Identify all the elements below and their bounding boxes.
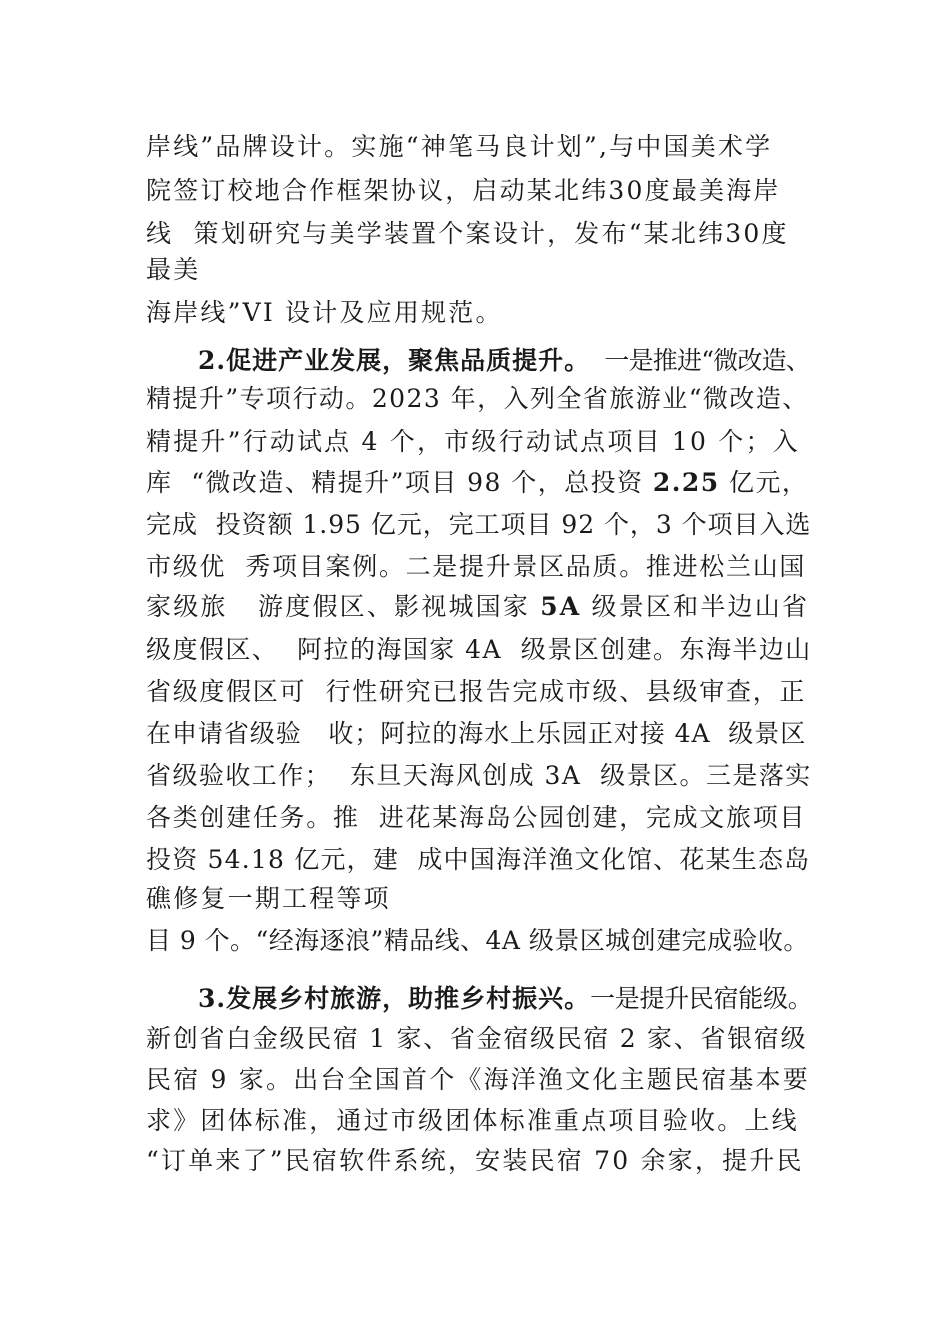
paragraph-2-line-15: 目 9 个。“经海逐浪”精品线、4A 级景区城创建完成验收。: [146, 926, 809, 955]
paragraph-3-line-5: “订单来了”民宿软件系统，安装民宿 70 余家，提升民: [146, 1146, 804, 1175]
paragraph-3-line-3: 民宿 9 家。出台全国首个《海洋渔文化主题民宿基本要: [146, 1065, 811, 1094]
paragraph-2-line-8: 级度假区、 阿拉的海国家 4A 级景区创建。东海半边山: [146, 635, 812, 664]
paragraph-2-line-7-a: 家级旅 游度假区、影视城国家: [146, 592, 541, 621]
paragraph-2-line-1-text: 一是推进“微改造、: [590, 346, 810, 375]
paragraph-2-line-4: [146, 468, 808, 498]
paragraph-3-line-1-text: 一是提升民宿能级。: [590, 984, 813, 1013]
paragraph-2-line-3: 精提升”行动试点 4 个，市级行动试点项目 10 个；入: [146, 427, 800, 456]
paragraph-2-line-13: 投资 54.18 亿元，建 成中国海洋渔文化馆、花某生态岛: [146, 845, 811, 874]
paragraph-2-line-4-b: 亿元，: [719, 468, 809, 497]
paragraph-3-line-2: 新创省白金级民宿 1 家、省金宿级民宿 2 家、省银宿级: [146, 1024, 808, 1053]
paragraph-1-line-4: 最美: [146, 255, 201, 284]
paragraph-1-line-3: 线 策划研究与美学装置个案设计，发布“某北纬30度: [146, 219, 789, 248]
paragraph-2-line-12: 各类创建任务。推 进花某海岛公园创建，完成文旅项目: [146, 803, 807, 832]
paragraph-2-line-9: 省级度假区可 行性研究已报告完成市级、县级审查，正: [146, 677, 807, 706]
paragraph-2-line-4-a: 库 “微改造、精提升”项目 98 个，总投资: [146, 468, 653, 497]
paragraph-2-line-11: 省级验收工作； 东旦天海风创成 3A 级景区。三是落实: [146, 761, 812, 790]
paragraph-2-heading: 2.促进产业发展，聚焦品质提升。: [198, 346, 591, 375]
paragraph-2-line-10: 在申请省级验 收；阿拉的海水上乐园正对接 4A 级景区: [146, 719, 807, 748]
paragraph-2-line-5: 完成 投资额 1.95 亿元，完工项目 92 个，3 个项目入选: [146, 510, 812, 539]
paragraph-3-heading: 3.发展乡村旅游，助推乡村振兴。: [198, 984, 591, 1013]
paragraph-1-line-2: 院签订校地合作框架协议，启动某北纬30度最美海岸: [146, 176, 781, 205]
paragraph-2-line-6: 市级优 秀项目案例。二是提升景区品质。推进松兰山国: [146, 552, 807, 581]
total-investment-value: 2.25: [652, 468, 720, 497]
paragraph-3-line-4: 求》团体标准，通过市级团体标准重点项目验收。上线: [146, 1106, 799, 1135]
paragraph-2-line-1: [198, 346, 810, 376]
paragraph-2-line-7: [146, 592, 809, 622]
paragraph-1-line-1: 岸线”品牌设计。实施“神笔马良计划”,与中国美术学: [146, 132, 773, 161]
paragraph-2-line-14: 礁修复一期工程等项: [146, 884, 391, 913]
scenic-level-5a: 5A: [540, 592, 582, 621]
paragraph-2-line-7-b: 级景区和半边山省: [581, 592, 810, 621]
paragraph-2-line-2: 精提升”专项行动。2023 年，入列全省旅游业“微改造、: [146, 384, 809, 413]
paragraph-3-line-1: [198, 984, 812, 1014]
paragraph-1-line-5: 海岸线”VI 设计及应用规范。: [146, 298, 503, 327]
